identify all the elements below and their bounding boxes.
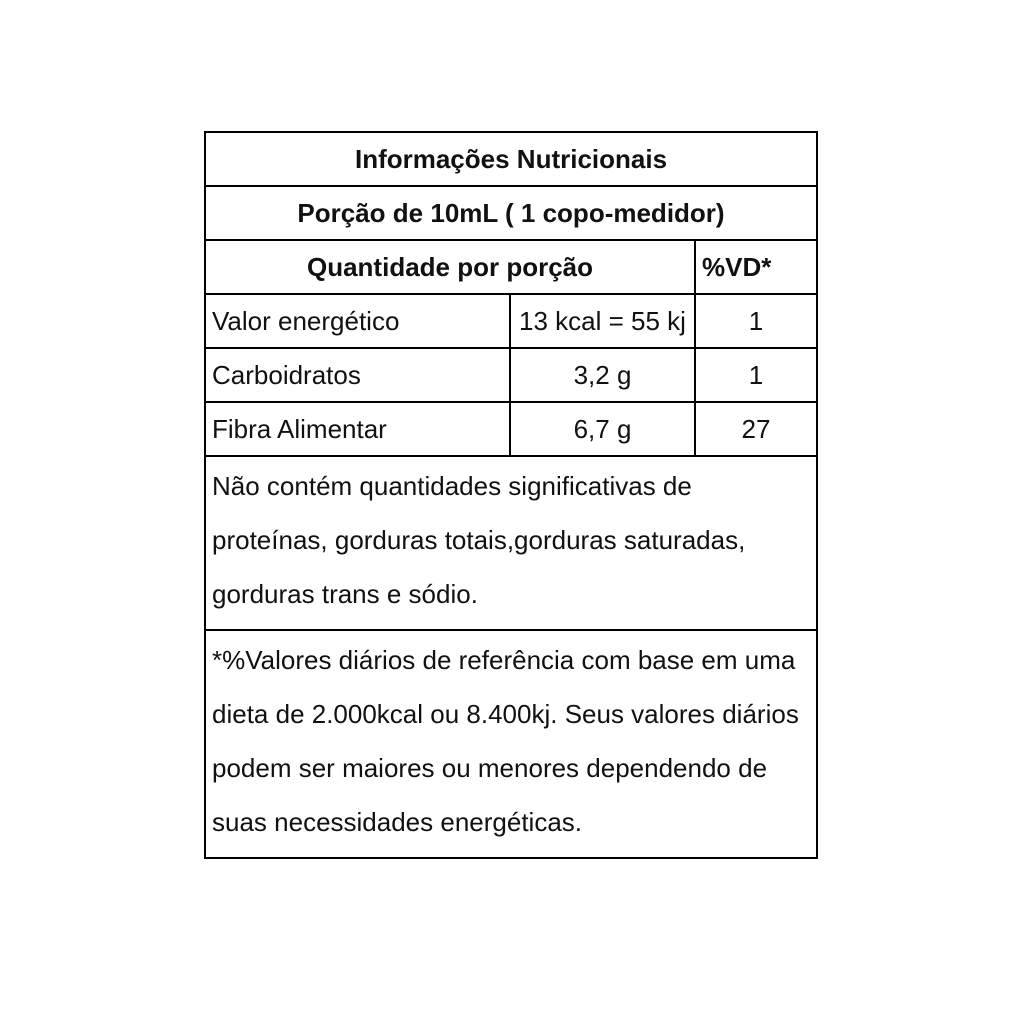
- header-quantity: Quantidade por porção: [205, 240, 695, 294]
- nutrient-vd: 1: [695, 294, 817, 348]
- table-row: [205, 348, 817, 402]
- header-vd: %VD*: [695, 240, 817, 294]
- nutrient-amount: 13 kcal = 55 kj: [510, 294, 695, 348]
- nutrient-name: Carboidratos: [205, 348, 510, 402]
- note-daily-reference: *%Valores diários de referência com base em uma dieta de 2.000kcal ou 8.400kj. Seus valores diários podem ser maiores ou menores dependendo de suas necessidades energéticas.: [205, 630, 817, 858]
- table-row: [205, 294, 817, 348]
- table-row: [205, 402, 817, 456]
- nutrient-amount: 3,2 g: [510, 348, 695, 402]
- nutrient-vd: 27: [695, 402, 817, 456]
- nutrient-name: Valor energético: [205, 294, 510, 348]
- nutrient-vd: 1: [695, 348, 817, 402]
- table-title: Informações Nutricionais: [205, 132, 817, 186]
- nutrition-facts-table: [204, 131, 818, 859]
- nutrient-name: Fibra Alimentar: [205, 402, 510, 456]
- nutrient-amount: 6,7 g: [510, 402, 695, 456]
- portion-size: Porção de 10mL ( 1 copo-medidor): [205, 186, 817, 240]
- note-not-contains: Não contém quantidades significativas de proteínas, gorduras totais,gorduras saturadas, gorduras trans e sódio.: [205, 456, 817, 630]
